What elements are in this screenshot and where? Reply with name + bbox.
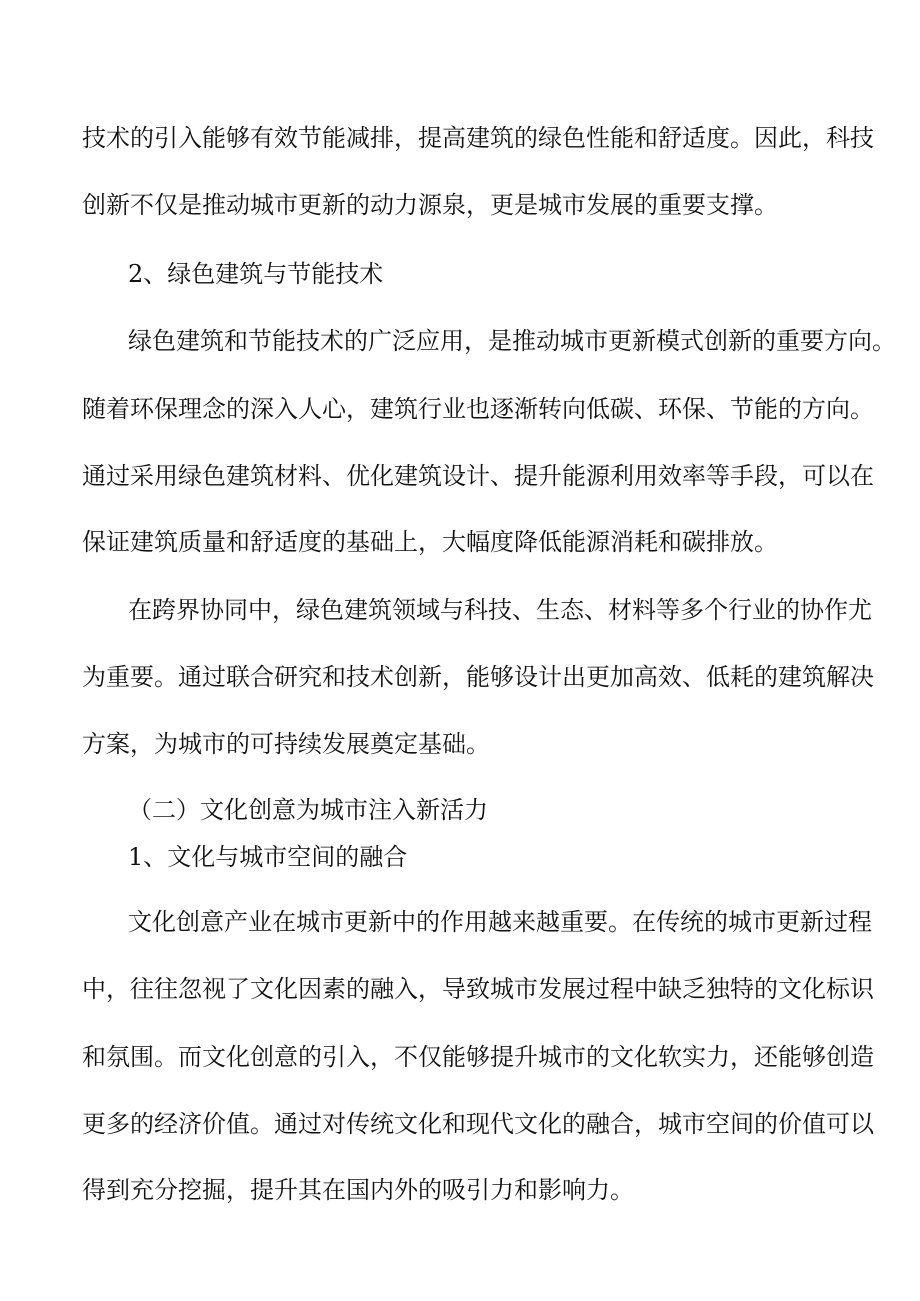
paragraph-line: 更多的经济价值。通过对传统文化和现代文化的融合，城市空间的价值可以 xyxy=(82,1110,874,1138)
paragraph-line: 在跨界协同中，绿色建筑领域与科技、生态、材料等多个行业的协作尤 xyxy=(128,596,872,624)
paragraph-line: 通过采用绿色建筑材料、优化建筑设计、提升能源利用效率等手段，可以在 xyxy=(82,462,874,490)
paragraph-line: 绿色建筑和节能技术的广泛应用，是推动城市更新模式创新的重要方向。 xyxy=(128,327,896,355)
paragraph-line: 创新不仅是推动城市更新的动力源泉，更是城市发展的重要支撑。 xyxy=(82,191,778,219)
paragraph-line: 技术的引入能够有效节能减排，提高建筑的绿色性能和舒适度。因此，科技 xyxy=(82,124,874,152)
paragraph-line: 为重要。通过联合研究和技术创新，能够设计出更加高效、低耗的建筑解决 xyxy=(82,663,874,691)
paragraph-line: 保证建筑质量和舒适度的基础上，大幅度降低能源消耗和碳排放。 xyxy=(82,528,778,556)
paragraph-line: 中，往往忽视了文化因素的融入，导致城市发展过程中缺乏独特的文化标识 xyxy=(82,975,874,1003)
section-heading: 2、绿色建筑与节能技术 xyxy=(128,260,384,288)
paragraph-line: 和氛围。而文化创意的引入，不仅能够提升城市的文化软实力，还能够创造 xyxy=(82,1043,874,1071)
section-heading: 1、文化与城市空间的融合 xyxy=(128,843,408,871)
paragraph-line: 方案，为城市的可持续发展奠定基础。 xyxy=(82,730,490,758)
paragraph-line: 随着环保理念的深入人心，建筑行业也逐渐转向低碳、环保、节能的方向。 xyxy=(82,395,874,423)
chapter-heading: （二）文化创意为城市注入新活力 xyxy=(128,796,488,824)
paragraph-line: 文化创意产业在城市更新中的作用越来越重要。在传统的城市更新过程 xyxy=(128,908,872,936)
paragraph-line: 得到充分挖掘，提升其在国内外的吸引力和影响力。 xyxy=(82,1176,634,1204)
